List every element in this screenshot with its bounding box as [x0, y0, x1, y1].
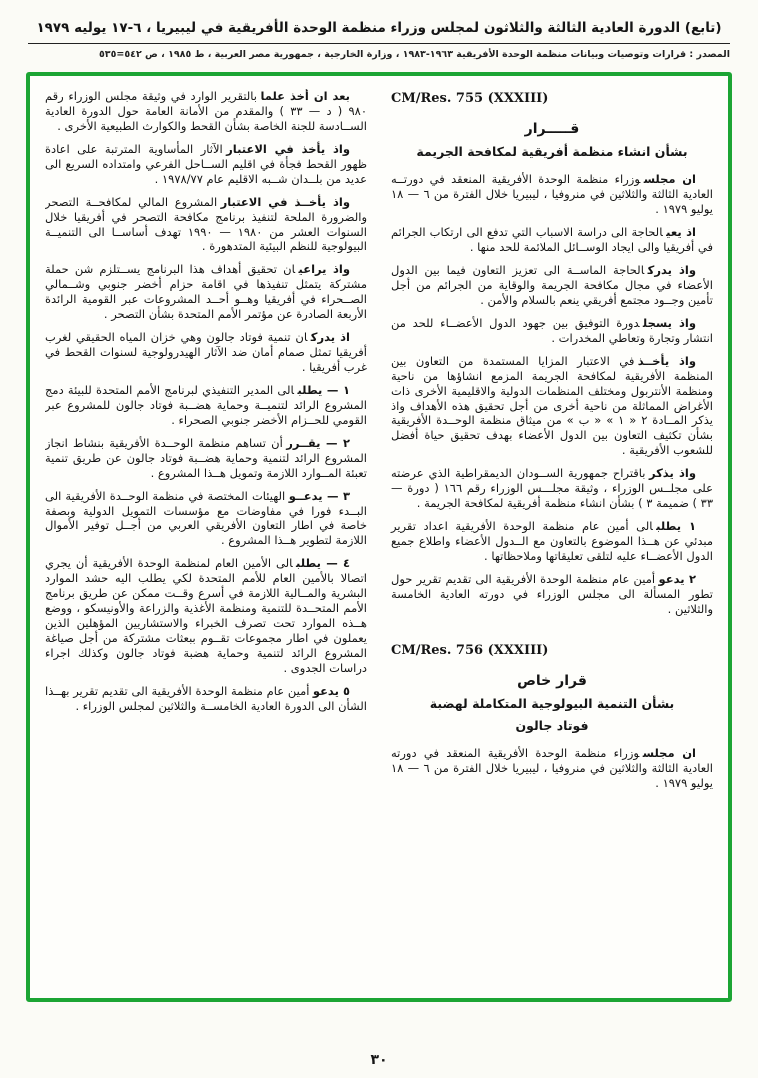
paragraph [45, 489, 367, 549]
paragraph [391, 316, 713, 346]
source-line: المصدر : قرارات وتوصيات وبيانات منظمة الوحدة الأفريقية ١٩٦٣-١٩٨٣ ، وزارة الخارجية ، جمهورية مصر العربية ، ط ١٩٨٥ ، ص ٥٤٢=٥٣٥ [98, 49, 730, 60]
page-header-title: (تابع) الدورة العادية الثالثة والثلاثون لمجلس وزراء منظمة الوحدة الأفريقية في ليبيريا ، ٦-١٧ يوليه ١٩٧٩ [36, 20, 722, 36]
paragraph-lead: اذ يعي [666, 225, 696, 240]
column-left [45, 89, 367, 985]
paragraph [45, 556, 367, 676]
paragraph-text: في الاعتبار المزايا المستمدة من التعاون بين المنظمة الأفريقية لمكافحة الجريمة المزمع انشاؤها من ناحية ومنظمة الأنتربول ومختلف المنظمات الدولية والاقليمية الأخرى ذات الأغراض المماثلة من ناحية أخرى من أجل تحقيق هذه الأهداف واذ يذكر المــادة ٢ « ١ » « ب » من ميثاق منظمة الوحــدة الأفريقية بشأن تكثيف التعاون بين الدول الأعضاء بهدف تحقيق حياة أفضل للشعوب الأفريقية . [391, 353, 713, 458]
paragraph [391, 572, 713, 617]
paragraph [391, 354, 713, 459]
paragraph-text: وزراء منظمة الوحدة الأفريقية المنعقد في دورته العادية الثالثة والثلاثين في منروفيا ، ليبيريا خلال الفترة من ٦ — ١٨ يوليو ١٩٧٩ . [391, 746, 713, 791]
page-number: ٣٠ [370, 1052, 388, 1068]
paragraph [45, 262, 367, 322]
paragraph-lead: واذ يدرك [647, 263, 697, 278]
paragraph-lead: اذ يدرك [310, 330, 350, 345]
paragraph-lead: واذ يذكر [648, 466, 696, 481]
paragraph [391, 263, 713, 308]
paragraph-text: ان تنمية فوتاد جالون وهي خزان المياه الحقيقي لغرب أفريقيا تمثل صمام أمان ضد الآثار الهيدرولوجية لسنوات القحط في غرب أفريقيا . [45, 330, 367, 374]
paragraph [391, 746, 713, 791]
paragraph-text: الى المدير التنفيذي لبرنامج الأمم المتحدة للبيئة دمج المشروع الرائد لتنميــة وحماية هضــبة فوتاد جالون للمشروع عبر القومي للحــزام الأخضر جنوبي الصحراء . [45, 382, 367, 427]
paragraph [45, 89, 367, 134]
paragraph-text: المشروع المالي لمكافحــة التصحر والضرورة الملحة لتنفيذ برنامج مكافحة التصحر في أفريقيا خلال السنوات العشر من ١٩٨٠ — ١٩٩٠ تهدف أساســا الى التنميــة البيولوجية للنظم البيئية المتدهورة . [45, 194, 368, 254]
paragraph-lead: ١ يطلب [656, 519, 696, 534]
paragraph [391, 172, 713, 217]
paragraph-text: الهيئات المختصة في منظمة الوحــدة الأفريقية الى البــدء فورا في مفاوضات مع مؤسسات التمويل الدولية وبصفة خاصة في اطار التعاون الأفريقي العربي من أجــل توفير الأموال اللازمة لتطوير هــذا المشروع . [45, 488, 367, 548]
paragraph-lead: ٣ — يدعــو [288, 488, 350, 503]
paragraph-text: الآثار المأساوية المترتبة على اعادة ظهور القحط فجأة في اقليم الســاحل الفرعي وامتداده السريع الى عديد من بلــدان شــبه الاقليم عام ١٩٧٨/٧٧ . [45, 141, 367, 186]
resolution-title-755: قـــــرار [524, 120, 580, 137]
resolution-subtitle-755: بشأن انشاء منظمة أفريقية لمكافحة الجريمة [416, 144, 688, 160]
paragraph [45, 195, 367, 255]
resolution-code-755: CM/Res. 755 (XXXIII) [391, 91, 549, 106]
paragraph-lead: ٤ — يطلب [296, 556, 351, 571]
paragraph-lead: ٢ يدعو [658, 571, 696, 586]
paragraph-lead: ٥ يدعو [312, 683, 350, 698]
paragraph-lead: واذ يأخــذ [637, 353, 696, 368]
paragraph [45, 330, 367, 375]
paragraph-text: أمين عام منظمة الوحدة الأفريقية الى تقديم تقرير بهــذا الشأن الى الدورة العادية الخامســة والثلاثين لمجلس الوزراء . [45, 683, 367, 713]
paragraph-text: دورة التوفيق بين جهود الدول الأعضــاء للحد من انتشار وتجارة وتعاطي المخدرات . [391, 315, 713, 345]
paragraph [45, 383, 367, 428]
paragraph-lead: ٢ — يقــرر [286, 435, 350, 450]
paragraph-lead: واذ يأخــذ في الاعتبار [220, 194, 350, 209]
paragraph [391, 519, 713, 564]
paragraph [391, 466, 713, 511]
two-column-layout [45, 89, 713, 985]
header-divider [28, 43, 730, 44]
paragraph-text: أمين عام منظمة الوحدة الأفريقية الى تقديم تقرير حول تطور المسألة الى مجلس الوزراء في دورته العادية الخامسة والثلاثين . [391, 571, 713, 616]
resolution-code-756: CM/Res. 756 (XXXIII) [391, 642, 549, 658]
paragraph-text: الحاجة الى دراسة الاسباب التي تدفع الى ارتكاب الجرائم في أفريقيا والى ايجاد الوســائل الملائمة للحد منها . [391, 225, 713, 255]
paragraph-text: باقتراح جمهورية الســودان الديمقراطية الذي عرضته على مجلــس الوزراء ، وثيقة مجلـــس الوزراء رقم ١٦٦ ( دورة — ٣٣ ) ضميمة ٣ ) بشأن انشاء منظمة أفريقية لمكافحة الجريمة . [391, 466, 713, 511]
paragraph-lead: واذ يراعي [298, 262, 350, 277]
paragraph-text: الى الأمين العام لمنظمة الوحدة الأفريقية أن يجري اتصالا بالأمين العام للأمم المتحدة لكي يطلب اليه حشد الموارد البشرية والمــالية اللازمة في أسرع وقــت ممكن عن طريق برنامج الأمم المتحــدة للتنمية ومنظمة الأغذية والزراعة والأونيسكو ، ووضع هــذه الموارد تحت تصرف الخبراء والاستشاريين المؤهلين الذين يعملون في اطار مجموعات تقــوم ببعثات مشتركة من أجل صياغة المشروع الرائد لتنمية وحماية هضبة فوتاد جالون وكذلك اجراء دراسات الجدوى . [45, 556, 367, 675]
paragraph [391, 225, 713, 255]
paragraph-text: الحاجة الماســة الى تعزيز التعاون فيما بين الدول الأعضاء في مجال مكافحة الجريمة والوقاية من الجرائم من أجل تأمين وجــود مجتمع أفريقي ينعم بالسلام والأمن . [391, 263, 713, 307]
paragraph [45, 142, 367, 187]
paragraph-lead: بعد ان أخذ علما [260, 89, 350, 103]
column-right [391, 89, 713, 985]
paragraph-text: وزراء منظمة الوحدة الأفريقية المنعقد في دورتــه العادية الثالثة والثلاثين في منروفيا ، ليبيريا خلال الفترة من ٦ — ١٨ يوليو ١٩٧٩ . [391, 172, 713, 217]
paragraph-lead: واذ يأخذ في الاعتبار [226, 141, 350, 156]
resolution-subtitle-756-line2: فوتاد جالون [515, 718, 589, 734]
paragraph-lead: واذ يسجل [642, 315, 697, 330]
paragraph-text: بالتقرير الوارد في وثيقة مجلس الوزراء رقم ٩٨٠ ( د — ٣٣ ) والمقدم من الأمانة العامة حول الدورة العادية الســادسة للجنة الخاصة بشأن القحط والكوارث الطبيعية الأخرى . [45, 89, 368, 133]
paragraph [45, 436, 367, 481]
paragraph-text: الى أمين عام منظمة الوحدة الأفريقية اعداد تقرير مبدئي عن هــذا الموضوع بالتعاون مع الــدول الأعضاء واطلاع جميع الدول الأعضــاء عليه لتلقى تعليقاتها وملاحظاتها . [391, 519, 713, 563]
paragraph [45, 684, 367, 714]
resolution-subtitle-756-line1: بشأن التنمية البيولوجية المتكاملة لهضبة [429, 695, 675, 711]
resolution-title-756: قرار خاص [517, 672, 587, 689]
paragraph-lead: ان مجلس [642, 746, 696, 761]
paragraph-text: ان تحقيق أهداف هذا البرنامج يســتلزم شن حملة مشتركة يتمثل تنفيذها في اقامة حزام أخضر جنوبي وشــمالي الصــحراء في أفريقيا وهــو أحــد المشروعات عبر القومية الرائدة الأربعة الصادرة عن مؤتمر الأمم المتحدة بشأن التصحر . [45, 262, 367, 322]
paragraph-lead: ان مجلس [643, 172, 696, 187]
paragraph-lead: ١ — يطلب [297, 382, 350, 397]
content-frame [26, 72, 732, 1002]
paragraph-text: أن تساهم منظمة الوحــدة الأفريقية بنشاط انجاز المشروع الرائد لتنمية وحماية هضــبة فوتاد جالون عن طريق تنمية تعبئة المــوارد اللازمة وتمويل هــذا المشروع . [45, 435, 367, 480]
